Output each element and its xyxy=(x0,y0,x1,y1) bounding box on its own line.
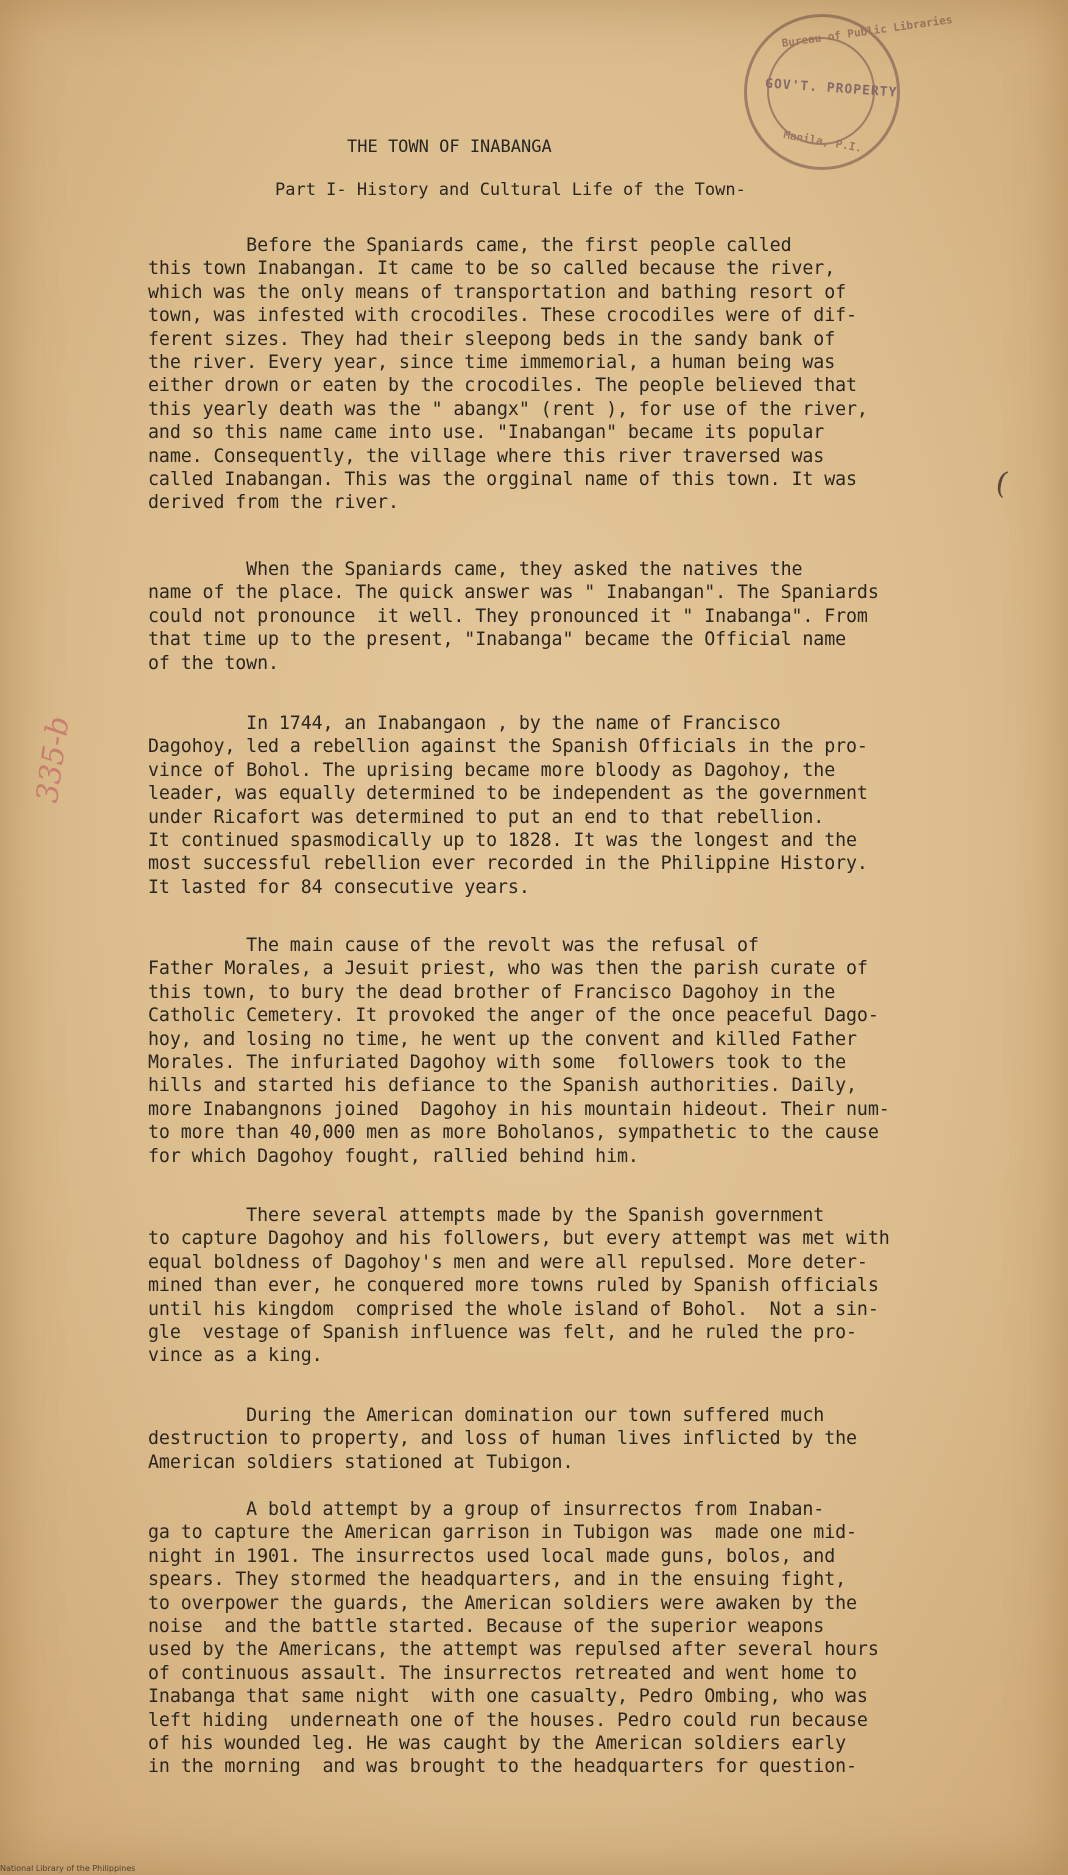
handwritten-margin-note: 335-b xyxy=(30,714,77,805)
handwritten-paren-mark: ( xyxy=(992,465,1012,502)
paragraph-spanish-attempts: There several attempts made by the Spanish government to capture Dagohoy and his followers, but every attempt was met with equal boldness of Dagohoy's men and were all repulsed. More deter- mined than ever, he conquered more towns ruled by Spanish officials until his kingdom comprised the whole island of Bohol. Not a sin- gle vestage of Spanish influence was felt, and he ruled the pro- vince as a king. xyxy=(148,1205,890,1367)
library-stamp xyxy=(744,13,954,170)
paragraph-origin-of-name: Before the Spaniards came, the first people called this town Inabangan. It came to be so called because the river, which was the only means of transportation and bathing resort of town, was infested with crocodiles. These crocodiles were of dif- ferent sizes. They had their sleepong beds in the sandy bank of the river. Every year, since time immemorial, a human being was either drown or eaten by the crocodiles. The people believed that this yearly death was the " abangx" (rent ), for use of the river, and so this name came into use. "Inabangan" became its popular name. Consequently, the village where this river traversed was called Inabangan. This was the orgginal name of this town. It was derived from the river. xyxy=(148,235,868,514)
paragraph-american-domination: During the American domination our town suffered much destruction to property, and loss of human lives inflicted by the American soldiers stationed at Tubigon. xyxy=(148,1405,857,1473)
stamp-top-text: Bureau of Public Libraries xyxy=(780,13,954,50)
document-subtitle: Part I- History and Cultural Life of the Town- xyxy=(275,180,746,200)
archive-footer: National Library of the Philippines xyxy=(0,1864,136,1873)
stamp-middle-text: GOV'T. PROPERTY xyxy=(764,76,898,101)
paragraph-dagohoy-rebellion: In 1744, an Inabangaon , by the name of Francisco Dagohoy, led a rebellion against the Spanish Officials in the pro- vince of Bohol. The uprising became more bloody as Dagohoy, the leader, was equally determined to be independent as the government under Ricafort was determined to put an end to that rebellion. It continued spasmodically up to 1828. It was the longest and the most successful rebellion ever recorded in the Philippine History. It lasted for 84 consecutive years. xyxy=(148,713,868,898)
paragraph-cause-of-revolt: The main cause of the revolt was the refusal of Father Morales, a Jesuit priest, who was then the parish curate of this town, to bury the dead brother of Francisco Dagohoy in the Catholic Cemetery. It provoked the anger of the once peaceful Dago- hoy, and losing no time, he went up the convent and killed Father Morales. The infuriated Dagohoy with some followers took to the hills and started his defiance to the Spanish authorities. Daily, more Inabangnons joined Dagohoy in his mountain hideout. Their num- to more than 40,000 men as more Boholanos, sympathetic to the cause for which Dagohoy fought, rallied behind him. xyxy=(148,935,890,1167)
paragraph-tubigon-attack: A bold attempt by a group of insurrectos from Inaban- ga to capture the American garrison in Tubigon was made one mid- night in 1901. The insurrectos used local made guns, bolos, and spears. They stormed the headquarters, and in the ensuing fight, to overpower the guards, the American soldiers were awaken by the noise and the battle started. Because of the superior weapons used by the Americans, the attempt was repulsed after several hours of continuous assault. The insurrectos retreated and went home to Inabanga that same night with one casualty, Pedro Ombing, who was left hiding underneath one of the houses. Pedro could run because of his wounded leg. He was caught by the American soldiers early in the morning and was brought to the headquarters for question- xyxy=(148,1499,879,1778)
document-title: THE TOWN OF INABANGA xyxy=(347,137,552,157)
paragraph-spaniards-naming: When the Spaniards came, they asked the natives the name of the place. The quick answer was " Inabangan". The Spaniards could not pronounce it well. They pronounced it " Inabanga". From that time up to the present, "Inabanga" became the Official name of the town. xyxy=(148,559,879,674)
stamp-bottom-text: Manila, P.I. xyxy=(782,128,864,155)
